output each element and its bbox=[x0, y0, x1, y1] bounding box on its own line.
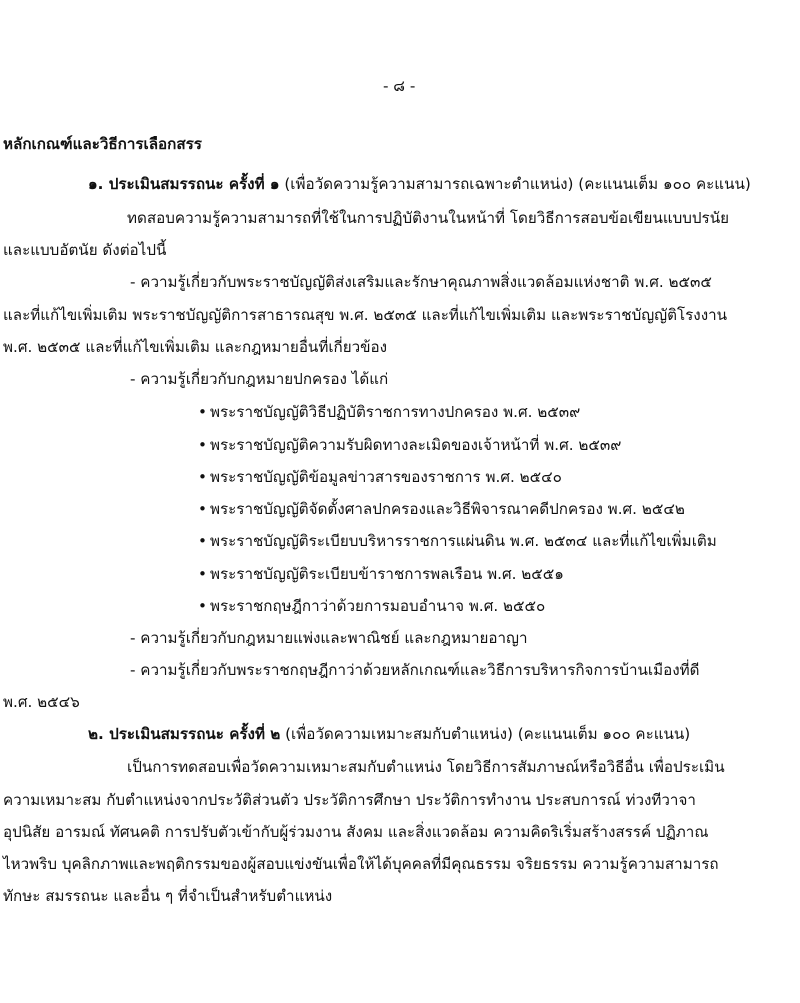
law-list-item: • พระราชบัญญัติข้อมูลข่าวสารของราชการ พ.ศ. ๒๕๔๐ bbox=[198, 467, 562, 487]
section1-intro-line2: และแบบอัตนัย ดังต่อไปนี้ bbox=[3, 241, 167, 259]
law-list-item: • พระราชบัญญัติระเบียบข้าราชการพลเรือน พ.ศ. ๒๕๕๑ bbox=[198, 564, 564, 584]
section2-body-line: ทักษะ สมรรถนะ และอื่น ๆ ที่จำเป็นสำหรับตำแหน่ง bbox=[3, 887, 333, 905]
section1-item1-line1: - ความรู้เกี่ยวกับพระราชบัญญัติส่งเสริมและรักษาคุณภาพสิ่งแวดล้อมแห่งชาติ พ.ศ. ๒๕๓๕ bbox=[130, 273, 712, 291]
page-number: - ๘ - bbox=[383, 77, 416, 95]
law-list-item: • พระราชบัญญัติความรับผิดทางละเมิดของเจ้าหน้าที่ พ.ศ. ๒๕๓๙ bbox=[198, 435, 621, 455]
law-list-item: • พระราชบัญญัติจัดตั้งศาลปกครองและวิธีพิจารณาคดีปกครอง พ.ศ. ๒๕๔๒ bbox=[198, 499, 685, 519]
section2-title-rest: (เพื่อวัดความเหมาะสมกับตำแหน่ง) (คะแนนเต็ม ๑๐๐ คะแนน) bbox=[280, 725, 691, 743]
section2-body-line: ไหวพริบ บุคลิกภาพและพฤติกรรมของผู้สอบแข่งขันเพื่อให้ได้บุคคลที่มีคุณธรรม จริยธรรม ความรู้ความสามารถ bbox=[3, 855, 719, 873]
section1-item1-line2: และที่แก้ไขเพิ่มเติม พระราชบัญญัติการสาธารณสุข พ.ศ. ๒๕๓๕ และที่แก้ไขเพิ่มเติม และพระราชบัญญัติโรงงาน bbox=[3, 306, 728, 324]
section1-title-rest: (เพื่อวัดความรู้ความสามารถเฉพาะตำแหน่ง) (คะแนนเต็ม ๑๐๐ คะแนน) bbox=[279, 175, 751, 193]
section2-body-line: เป็นการทดสอบเพื่อวัดความเหมาะสมกับตำแหน่ง โดยวิธีการสัมภาษณ์หรือวิธีอื่น เพื่อประเมิน bbox=[127, 758, 725, 776]
law-list-item: • พระราชกฤษฎีกาว่าด้วยการมอบอำนาจ พ.ศ. ๒๕๕๐ bbox=[198, 596, 545, 616]
section1-item4-line1: - ความรู้เกี่ยวกับพระราชกฤษฎีกาว่าด้วยหลักเกณฑ์และวิธีการบริหารกิจการบ้านเมืองที่ดี bbox=[130, 661, 700, 679]
section1-intro-line1: ทดสอบความรู้ความสามารถที่ใช้ในการปฏิบัติงานในหน้าที่ โดยวิธีการสอบข้อเขียนแบบปรนัย bbox=[127, 209, 729, 227]
section1-item2: - ความรู้เกี่ยวกับกฎหมายปกครอง ได้แก่ bbox=[130, 370, 389, 388]
section2-body-line: ความเหมาะสม กับตำแหน่งจากประวัติส่วนตัว ประวัติการศึกษา ประวัติการทำงาน ประสบการณ์ ท่วงทีวาจา bbox=[3, 791, 696, 809]
law-list-item: • พระราชบัญญัติวิธีปฏิบัติราชการทางปกครอง พ.ศ. ๒๕๓๙ bbox=[198, 402, 580, 422]
section1-item1-line3: พ.ศ. ๒๕๓๕ และที่แก้ไขเพิ่มเติม และกฎหมายอื่นที่เกี่ยวข้อง bbox=[3, 338, 388, 356]
section2-body-line: อุปนิสัย อารมณ์ ทัศนคติ การปรับตัวเข้ากับผู้ร่วมงาน สังคม และสิ่งแวดล้อม ความคิดริเริ่มสร้างสรรค์ ปฏิภาณ bbox=[3, 823, 709, 841]
section1-item3: - ความรู้เกี่ยวกับกฎหมายแพ่งและพาณิชย์ และกฎหมายอาญา bbox=[130, 629, 528, 647]
section1-title: ๑. ประเมินสมรรถนะ ครั้งที่ ๑ bbox=[88, 175, 280, 193]
law-list-item: • พระราชบัญญัติระเบียบบริหารราชการแผ่นดิน พ.ศ. ๒๕๓๔ และที่แก้ไขเพิ่มเติม bbox=[198, 531, 717, 551]
section1-item4-line2: พ.ศ. ๒๕๔๖ bbox=[3, 693, 80, 711]
page-heading: หลักเกณฑ์และวิธีการเลือกสรร bbox=[3, 135, 202, 153]
section2-title-line bbox=[88, 724, 690, 744]
section1-title-line bbox=[88, 174, 751, 194]
section2-title: ๒. ประเมินสมรรถนะ ครั้งที่ ๒ bbox=[88, 725, 281, 743]
